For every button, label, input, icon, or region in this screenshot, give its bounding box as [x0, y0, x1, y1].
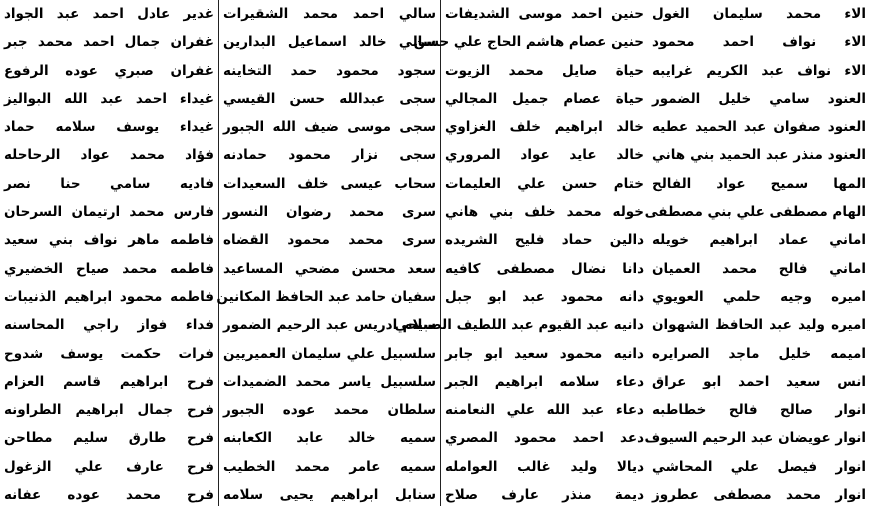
name-entry: دانيه عبد القيوم عبد اللطيف الصبيحي [394, 317, 644, 334]
name-entry: فرح ابراهيم قاسم العزام [4, 373, 214, 390]
name-entry: اميره وليد عبد الحافظ الشهوان [652, 317, 866, 334]
names-column-3 [218, 0, 440, 506]
name-entry: سجى موسى ضيف الله الجبور [223, 119, 436, 136]
name-entry: دانيه محمود سعيد ابو جابر [445, 345, 644, 362]
name-entry: غدير عادل احمد عبد الجواد [4, 6, 214, 22]
name-entry: العنود منذر عبد الحميد بني هاني [652, 147, 866, 164]
name-entry: خالد عايد عواد المروري [445, 147, 644, 164]
name-entry: سميه خالد عابد الكعابنه [223, 430, 436, 447]
name-entry: غيداء يوسف سلامه حماد [4, 119, 214, 136]
name-entry: الاء محمد سليمان الغول [652, 6, 866, 22]
name-entry: سلطان محمد عوده الجبور [223, 402, 436, 419]
name-entry: دعد احمد محمود المصري [445, 430, 644, 447]
name-entry: المها سميح عواد الفالح [652, 175, 866, 192]
name-entry: اماني فالح محمد العميان [652, 260, 866, 277]
names-column-1 [644, 0, 870, 506]
name-entry: فداء فواز راجي المحاسنه [4, 317, 214, 334]
name-entry: سفيان حامد عبد الحافظ المكانين [216, 288, 436, 305]
name-entry: حياة صايل محمد الزيوت [445, 62, 644, 79]
name-entry: خوله محمد خلف بني هاني [445, 204, 644, 221]
name-entry: فرات حكمت يوسف شدوح [4, 345, 214, 362]
name-entry: حياة عصام جميل المجالي [445, 90, 644, 107]
name-entry: سلسبيل علي سليمان العميريين [223, 345, 436, 362]
name-entry: فرح طارق سليم مطاحن [4, 430, 214, 447]
name-entry: اماني عماد ابراهيم خويله [652, 232, 866, 249]
name-entry: غفران صبري عوده الرفوع [4, 62, 214, 79]
name-entry: فرح محمد عوده عفانه [4, 487, 214, 504]
name-entry: انوار فيصل علي المحاشي [652, 458, 866, 475]
name-entry: دعاء عبد الله علي النعامنه [445, 402, 644, 419]
name-entry: ختام حسن علي العليمات [445, 175, 644, 192]
name-entry: ديمة منذر عارف صلاح [445, 487, 644, 504]
name-entry: العنود صفوان عبد الحميد عطيه [652, 119, 866, 136]
name-entry: سجى عبدالله حسن القيسي [223, 90, 436, 107]
name-entry: دعاء سلامه ابراهيم الجبر [445, 373, 644, 390]
name-entry: سالي خالد اسماعيل البدارين [223, 34, 436, 51]
name-entry: الاء نواف احمد محمود [652, 34, 866, 51]
name-entry: غفران جمال احمد محمد جبر [4, 34, 214, 51]
name-entry: فرح جمال ابراهيم الطراونه [4, 402, 214, 419]
name-entry: فاطمه محمد صياح الخضيري [4, 260, 214, 277]
name-entry: انوار عويضان عبد الرحيم السيوف [644, 430, 866, 447]
name-entry: دانا نضال مصطفى كافيه [445, 260, 644, 277]
name-entry: فاطمه محمود ابراهيم الذنيبات [4, 288, 214, 305]
name-entry: غيداء احمد عبد الله البواليز [4, 90, 214, 107]
name-entry: انوار صالح فالح خطاطبه [652, 402, 866, 419]
name-entry: ديالا وليد غالب العوامله [445, 458, 644, 475]
name-entry: سحاب عيسى خلف السعيدات [223, 175, 436, 192]
name-entry: سميه عامر محمد الخطيب [223, 458, 436, 475]
name-entry: سعد محسن مضحي المساعيد [223, 260, 436, 277]
names-column-2 [394, 0, 648, 506]
name-entry: سلام ادريس عبد الرحيم الضمور [223, 317, 436, 334]
name-entry: دانه محمود عبد ابو جبل [445, 288, 644, 305]
name-entry: فاديه سامي حنا نصر [4, 175, 214, 192]
name-entry: انوار محمد مصطفى عطروز [652, 487, 866, 504]
name-entry: سنابل ابراهيم يحيى سلامه [223, 487, 436, 504]
names-column-4 [0, 0, 218, 506]
name-entry: خالد ابراهيم خلف الغزاوي [445, 119, 644, 136]
name-entry: حنين عصام هاشم الحاج علي حسن [413, 34, 644, 51]
name-entry: سجود محمود حمد التخاينه [223, 62, 436, 79]
name-entry: سلسبيل ياسر محمد الضميدات [223, 373, 436, 390]
name-entry: حنين احمد موسى الشديفات [445, 6, 644, 22]
name-entry: فاطمه ماهر نواف بني سعيد [4, 232, 214, 249]
name-entry: سجى نزار محمود حمادنه [223, 147, 436, 164]
name-entry: دالين حماد فليح الشريده [445, 232, 644, 249]
name-entry: فارس محمد ارتيمان السرحان [4, 204, 214, 221]
name-entry: سالي احمد محمد الشقيرات [223, 6, 436, 22]
name-entry: الاء نواف عبد الكريم غرايبه [652, 62, 866, 79]
name-entry: سرى محمد محمود القضاه [223, 232, 436, 249]
name-entry: فرح عارف علي الزغول [4, 458, 214, 475]
name-entry: سرى محمد رضوان النسور [223, 204, 436, 221]
name-entry: انس سعيد احمد ابو عراق [652, 373, 866, 390]
name-entry: الهام مصطفى علي بني مصطفى [644, 204, 866, 221]
name-entry: اميره وجيه حلمي العويوي [652, 288, 866, 305]
name-entry: اميمه خليل ماجد الصرايره [652, 345, 866, 362]
name-entry: العنود سامي خليل الضمور [652, 90, 866, 107]
name-entry: فؤاد محمد عواد الرحاحله [4, 147, 214, 164]
